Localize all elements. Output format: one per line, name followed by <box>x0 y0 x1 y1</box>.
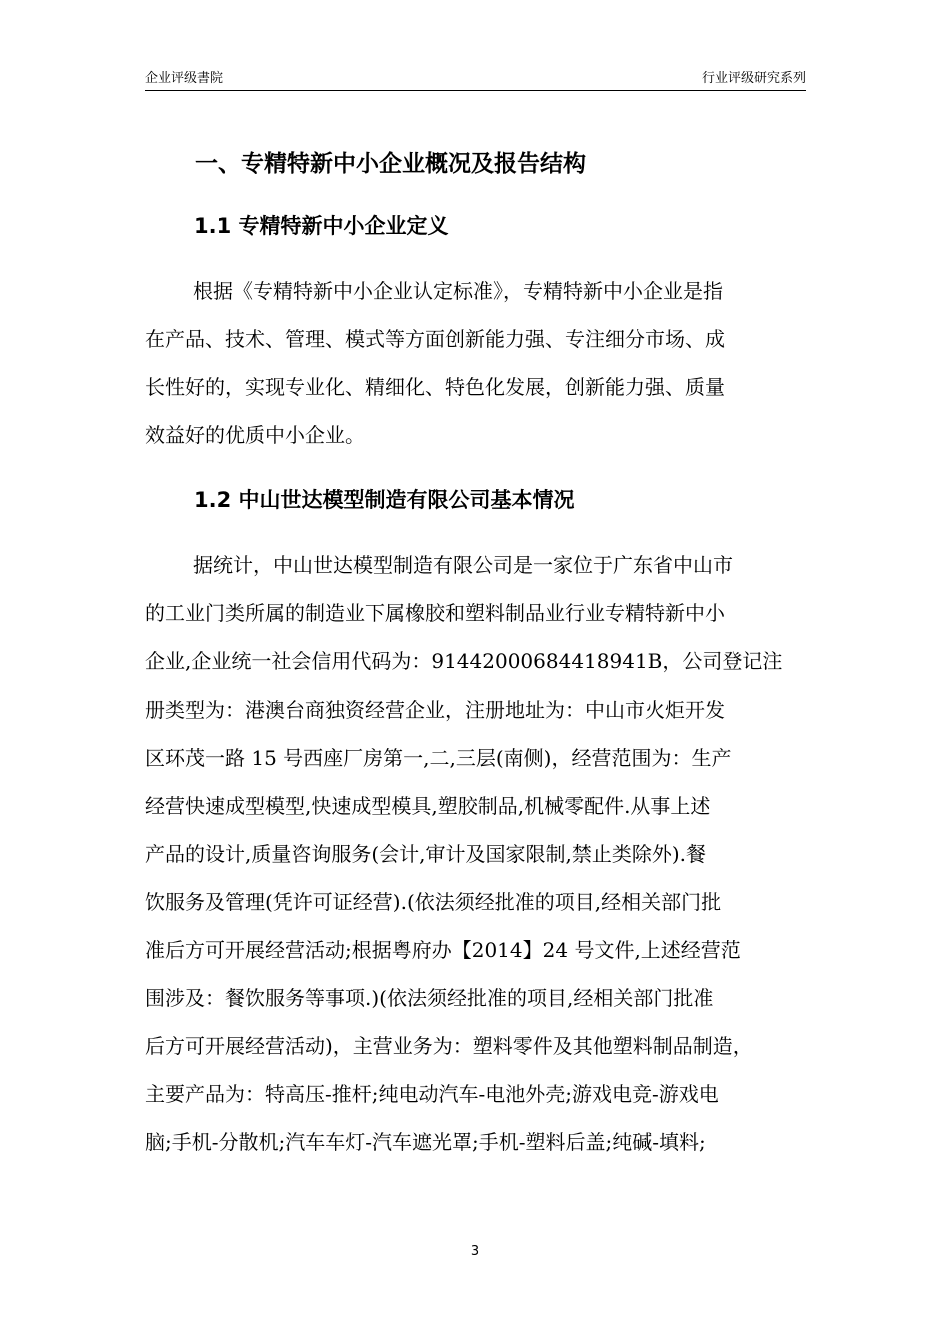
header-left-title: 企业评级書院 <box>145 71 224 86</box>
paragraph-2-line: 经营快速成型模型,快速成型模具,塑胶制品,机械零配件.从事上述 <box>145 794 711 818</box>
paragraph-1-line: 效益好的优质中小企业。 <box>145 423 365 447</box>
paragraph-2-line: 饮服务及管理(凭许可证经营).(依法须经批准的项目,经相关部门批 <box>145 890 722 914</box>
paragraph-2-line: 后方可开展经营活动)，主营业务为：塑料零件及其他塑料制品制造， <box>145 1034 753 1058</box>
section-title: 一、专精特新中小企业概况及报告结构 <box>195 151 586 177</box>
paragraph-2-line: 准后方可开展经营活动;根据粤府办【2014】24 号文件,上述经营范 <box>145 938 741 962</box>
paragraph-2-line: 区环茂一路 15 号西座厂房第一,二,三层(南侧)，经营范围为：生产 <box>145 746 732 770</box>
paragraph-1-line: 长性好的，实现专业化、精细化、特色化发展，创新能力强、质量 <box>145 375 725 399</box>
paragraph-2-line: 主要产品为：特高压-推杆;纯电动汽车-电池外壳;游戏电竞-游戏电 <box>145 1082 719 1106</box>
paragraph-1-line: 在产品、技术、管理、模式等方面创新能力强、专注细分市场、成 <box>145 327 725 351</box>
header-right-title: 行业评级研究系列 <box>701 71 806 86</box>
paragraph-2-line: 企业,企业统一社会信用代码为：91442000684418941B，公司登记注 <box>145 649 783 673</box>
paragraph-2-line: 脑;手机-分散机;汽车车灯-汽车遮光罩;手机-塑料后盖;纯碱-填料; <box>145 1130 706 1154</box>
page-number: 3 <box>470 1244 480 1259</box>
paragraph-1-line: 根据《专精特新中小企业认定标准》，专精特新中小企业是指 <box>193 279 723 303</box>
paragraph-2-line: 围涉及：餐饮服务等事项.)(依法须经批准的项目,经相关部门批准 <box>145 986 714 1010</box>
paragraph-2-line: 的工业门类所属的制造业下属橡胶和塑料制品业行业专精特新中小 <box>145 601 725 625</box>
page-header <box>145 66 806 91</box>
paragraph-2-line: 产品的设计,质量咨询服务(会计,审计及国家限制,禁止类除外).餐 <box>145 842 707 866</box>
paragraph-2-line: 册类型为：港澳台商独资经营企业，注册地址为：中山市火炬开发 <box>145 698 725 722</box>
subsection-1-title: 1.1 专精特新中小企业定义 <box>194 214 449 238</box>
paragraph-2-line: 据统计，中山世达模型制造有限公司是一家位于广东省中山市 <box>193 553 733 577</box>
subsection-2-title: 1.2 中山世达模型制造有限公司基本情况 <box>194 488 575 512</box>
